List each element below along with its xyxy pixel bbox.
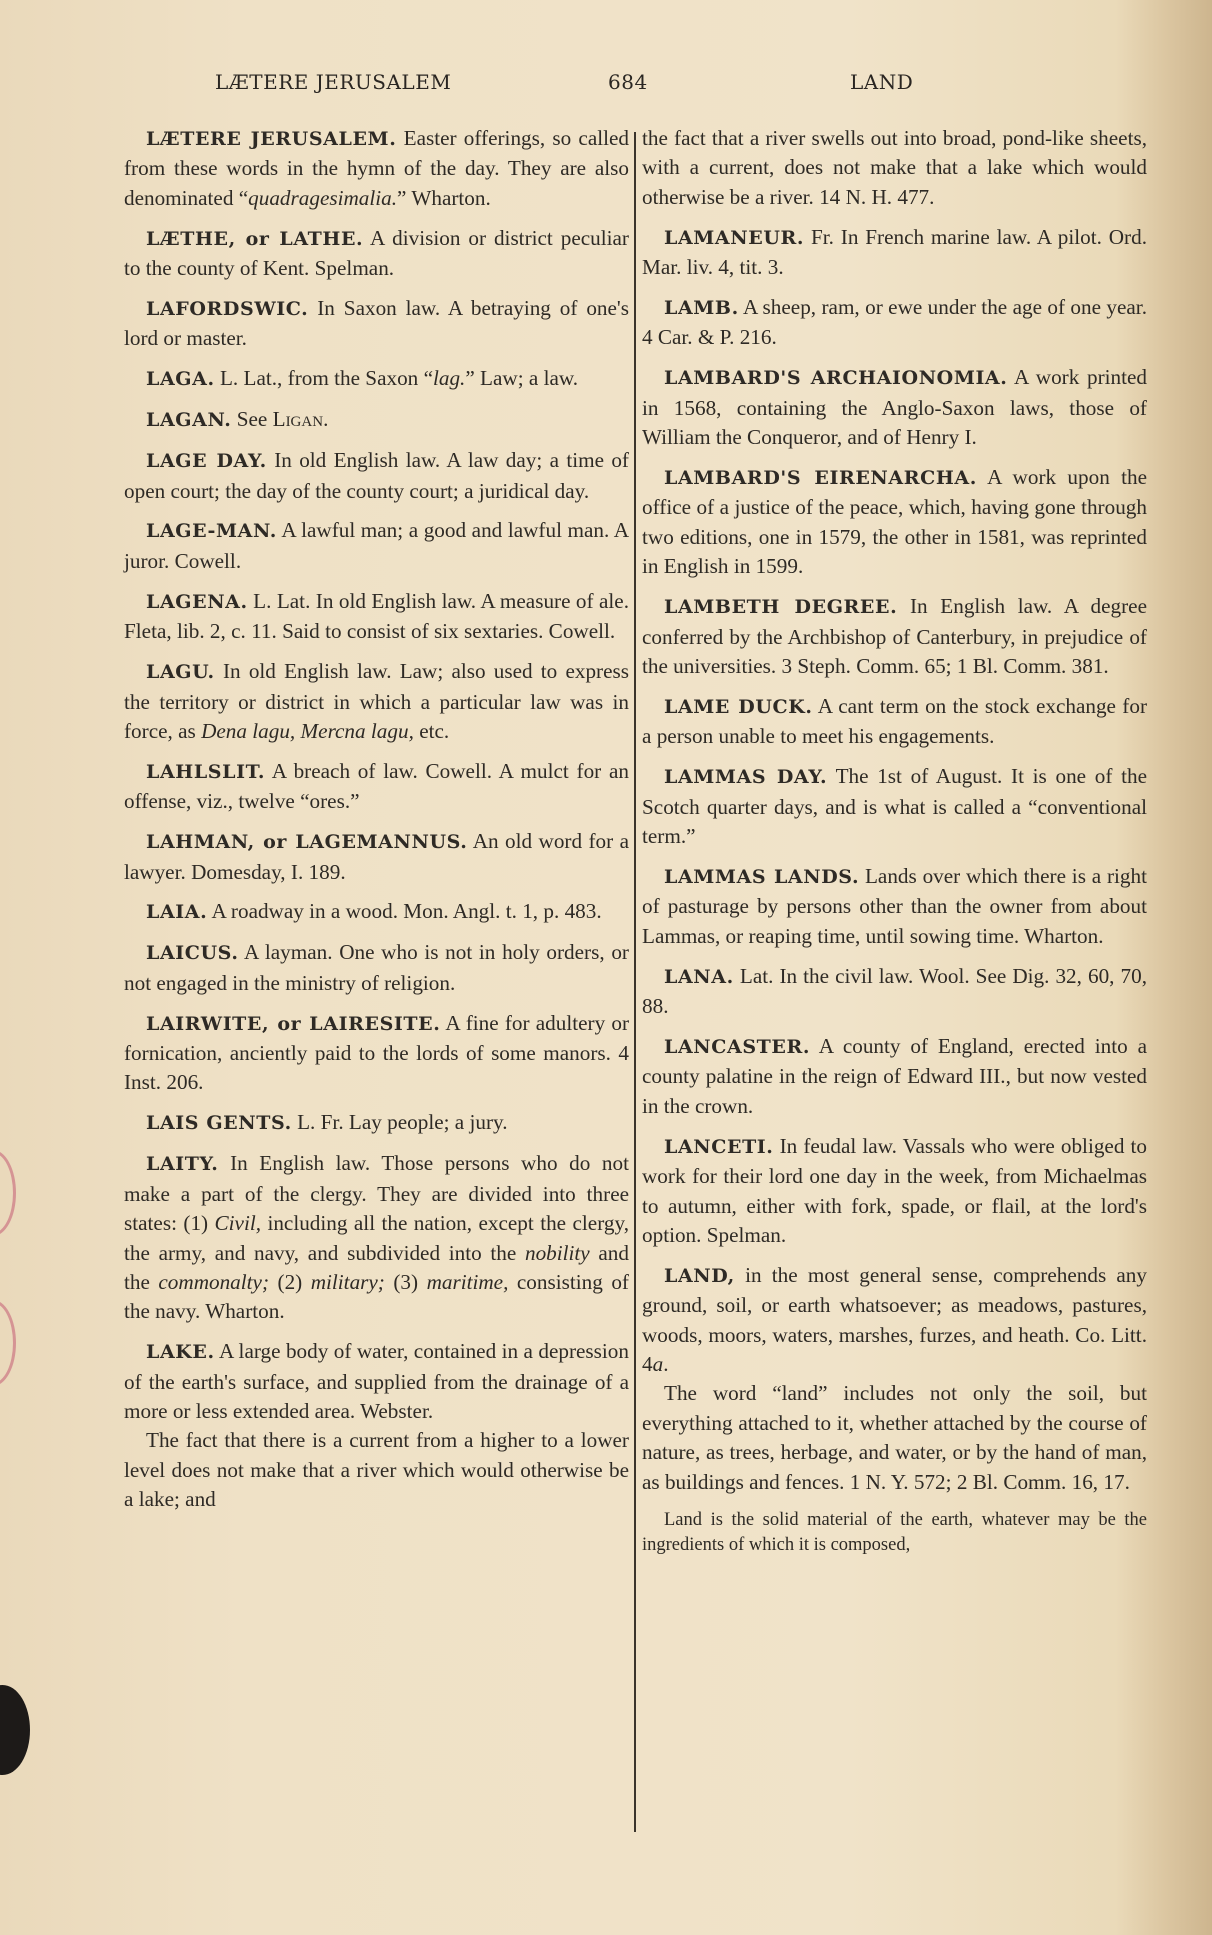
headword: LAGAN. [146,409,232,432]
entry-paragraph [124,1149,629,1326]
headword: LAMBARD'S EIRENARCHA. [664,467,977,490]
entry-paragraph [642,1132,1147,1251]
dictionary-entry [124,516,629,576]
dictionary-entry [124,1009,629,1098]
italic-text: maritime, [426,1269,509,1294]
definition-text: L. Fr. Lay people; a jury. [291,1110,508,1135]
definition-text: the fact that a river swells out into broad, pond-like sheets, with a current, does not make that a lake which would otherwise be a river. 14 N. H. 477. [642,126,1147,209]
entry-paragraph [124,446,629,506]
definition-text: Land is the solid material of the earth, whatever may be the ingredients of which it is composed, [642,1509,1147,1555]
definition-text: In English law. A degree conferred by the Archbishop of Canterbury, in prejudice of the universities. 3 Steph. Comm. 65; 1 Bl. Comm. 381. [642,594,1147,678]
entry-paragraph [124,1337,629,1426]
entry-paragraph [642,1379,1147,1497]
definition-text: Easter offerings, so called from these words in the hymn of the day. They are also denominated “ [124,126,630,210]
headword: LANA. [664,965,734,988]
headword: LAHLSLIT. [146,760,266,783]
entry-paragraph [124,124,629,213]
definition-text: consisting of the navy. Wharton. [124,1269,629,1324]
entry-paragraph [124,1108,629,1138]
entry-paragraph [124,897,629,927]
headword: LAKE. [146,1341,215,1364]
dictionary-entry [124,938,629,998]
entry-paragraph [642,762,1147,851]
entry-paragraph [124,224,629,284]
definition-text: A sheep, ram, or ewe under the age of one year. 4 Car. & P. 216. [642,295,1147,350]
cross-reference: Ligan [272,407,324,432]
headword: LAFORDSWIC. [146,298,309,321]
margin-stain [0,1150,16,1236]
headword: LÆTERE JERUSALEM. [146,128,397,150]
headword: LANCETI. [664,1135,774,1158]
definition-text: . [663,1352,669,1377]
entry-paragraph [642,1032,1147,1121]
definition-text: A county of England, erected into a county palatine in the reign of Edward III., but now vested in the crown. [642,1033,1147,1118]
definition-text: A division or district peculiar to the county of Kent. Spelman. [124,225,629,281]
entry-paragraph [642,592,1147,681]
headword: LAITY. [146,1153,219,1176]
left-column [124,124,629,1525]
margin-stain [0,1300,16,1386]
definition-text: See [231,407,273,432]
dictionary-entry [642,1032,1147,1121]
definition-text: in the most general sense, comprehends any ground, soil, or earth whatsoever; as meadows, pastures, woods, moors, waters, marshes, furzes, and heath. Co. Litt. 4 [642,1262,1147,1377]
entry-paragraph [124,587,629,647]
definition-text: In feudal law. Vassals who were obliged to work for their lord one day in the week, from Michaelmas to autumn, either with fork, spade, or flail, at the lord's option. Spelman. [642,1133,1147,1247]
italic-text: Dena lagu, Mercna lagu, [201,718,414,743]
definition-text: A breach of law. Cowell. A mulct for an offense, viz., twelve “ores.” [124,758,629,814]
definition-text: A roadway in a wood. Mon. Angl. t. 1, p. 483. [207,899,602,924]
definition-text: A lawful man; a good and lawful man. A juror. Cowell. [124,518,629,573]
dictionary-entry [642,363,1147,452]
definition-text: The 1st of August. It is one of the Scotch quarter days, and is what is called a “conventional term.” [642,764,1147,849]
headword: LANCASTER. [664,1035,811,1058]
dictionary-entry [124,364,629,394]
column-divider [634,132,636,1832]
page-number: 684 [608,70,648,94]
entry-paragraph [642,862,1147,951]
headword: LAME DUCK. [664,695,813,718]
italic-text: Civil, [214,1211,262,1236]
headword: LAMBARD'S ARCHAIONOMIA. [664,367,1008,390]
right-column [642,124,1147,1568]
dictionary-entry [642,1132,1147,1251]
dictionary-entry [124,897,629,927]
headword: LAMBETH DEGREE. [664,596,898,619]
headword: LAND, [664,1264,735,1287]
headword: LAICUS. [146,942,239,965]
definition-text: A cant term on the stock exchange for a person unable to meet his engagements. [642,693,1147,749]
entry-paragraph [642,962,1147,1022]
dictionary-entry [124,224,629,284]
definition-text: L. Lat., from the Saxon “ [214,366,433,391]
definition-text: A fine for adultery or fornication, anciently paid to the lords of some manors. 4 Inst. 206. [124,1010,629,1095]
entry-paragraph [124,516,629,576]
entry-paragraph [124,757,629,817]
dictionary-entry [642,762,1147,851]
running-head-left: LÆTERE JERUSALEM [215,70,452,94]
definition-text: The fact that there is a current from a higher to a lower level does not make that a river which would otherwise be a lake; and [124,1428,629,1512]
headword: LAMB. [664,297,739,320]
definition-text: L. Lat. In old English law. A measure of ale. Fleta, lib. 2, c. 11. Said to consist of six sextaries. Cowell. [124,588,629,644]
entry-paragraph [642,124,1147,212]
definition-text: Lands over which there is a right of pasturage by persons other than the owner from about Lammas, or reaping time, until sowing time. Wharton. [642,863,1147,948]
definition-text: A work printed in 1568, containing the Anglo-Saxon laws, those of William the Conqueror, and of Henry I. [642,365,1147,450]
entry-paragraph [124,1009,629,1098]
dictionary-entry [642,124,1147,212]
dictionary-entry [642,1508,1147,1558]
entry-paragraph [642,463,1147,582]
definition-text: including all the nation, except the clergy, the army, and navy, and subdivided into the [124,1211,629,1265]
headword: LAIRWITE, or LAIRESITE. [146,1012,441,1035]
definition-text: etc. [413,718,450,743]
dictionary-entry [124,1149,629,1326]
headword: LAMANEUR. [664,226,805,249]
dictionary-entry [124,657,629,746]
definition-text: ” Wharton. [397,185,491,210]
entry-paragraph [642,692,1147,752]
headword: LAGE DAY. [146,450,267,473]
entry-paragraph [124,827,629,887]
definition-text: In old English law. Law; also used to express the territory or district in which a particular law was in force, as [124,659,629,743]
definition-text: In old English law. A law day; a time of open court; the day of the county court; a juridical day. [124,448,629,503]
entry-paragraph [642,1508,1147,1558]
italic-text: quadragesimalia. [248,185,398,210]
dictionary-entry [642,463,1147,582]
headword: LAMMAS DAY. [664,766,828,789]
entry-paragraph [124,294,629,354]
dictionary-entry [642,293,1147,353]
running-head-right: LAND [850,70,914,94]
entry-paragraph [642,223,1147,283]
italic-text: a [652,1352,664,1377]
definition-text: An old word for a lawyer. Domesday, I. 189. [124,829,629,884]
italic-text: commonalty; [158,1269,270,1294]
dictionary-entry [124,587,629,647]
dictionary-entry [642,592,1147,681]
dictionary-entry [124,124,629,213]
margin-blot [0,1685,30,1775]
entry-paragraph [124,364,629,394]
headword: LÆTHE, or LATHE. [146,227,364,250]
dictionary-entry [642,962,1147,1022]
italic-text: military; [310,1269,385,1294]
headword: LAHMAN, or LAGEMANNUS. [146,831,468,854]
dictionary-entry [124,1337,629,1514]
dictionary-entry [124,827,629,887]
definition-text: (2) [269,1269,311,1294]
definition-text: A work upon the office of a justice of the peace, which, having gone through two editions, one in 1579, the other in 1581, was reprinted in English in 1599. [642,465,1147,579]
headword: LAGENA. [146,590,248,613]
entry-paragraph [124,1426,629,1514]
headword: LAIS GENTS. [146,1112,292,1135]
headword: LAGE-MAN. [146,520,277,543]
definition-text: Fr. In French marine law. A pilot. Ord. Mar. liv. 4, tit. 3. [642,224,1147,280]
dictionary-entry [642,1261,1147,1497]
entry-paragraph [124,938,629,998]
entry-paragraph [642,1261,1147,1380]
definition-text: In English law. Those persons who do not make a part of the clergy. They are divided into three states: (1) [124,1151,629,1236]
italic-text: lag. [432,366,466,391]
definition-text: (3) [384,1269,427,1294]
definition-text: and the [124,1240,629,1294]
dictionary-entry [124,294,629,354]
dictionary-entry [124,757,629,817]
definition-text: In Saxon law. A betraying of one's lord or master. [124,296,629,351]
entry-paragraph [642,363,1147,452]
dictionary-entry [642,692,1147,752]
dictionary-entry [124,446,629,506]
headword: LAIA. [146,901,208,924]
entry-paragraph [124,405,629,435]
definition-text: ” Law; a law. [465,366,579,391]
entry-paragraph [642,293,1147,353]
dictionary-entry [124,1108,629,1138]
dictionary-entry [642,862,1147,951]
definition-text: . [323,407,329,432]
definition-text: The word “land” includes not only the soil, but everything attached to it, whether attached by the course of nature, as trees, herbage, and water, or by the hand of man, as buildings and fences. 1 N. Y. 572; 2 Bl. Comm. 16, 17. [642,1381,1147,1494]
definition-text: A layman. One who is not in holy orders, or not engaged in the ministry of religion. [124,940,629,995]
definition-text: Lat. In the civil law. Wool. See Dig. 32, 60, 70, 88. [642,963,1147,1019]
headword: LAMMAS LANDS. [664,865,860,888]
definition-text: A large body of water, contained in a depression of the earth's surface, and supplied from the drainage of a more or less extended area. Webster. [124,1339,629,1424]
headword: LAGU. [146,661,215,684]
dictionary-entry [642,223,1147,283]
entry-paragraph [124,657,629,746]
dictionary-entry [124,405,629,435]
headword: LAGA. [146,368,215,391]
italic-text: nobility [524,1240,590,1265]
